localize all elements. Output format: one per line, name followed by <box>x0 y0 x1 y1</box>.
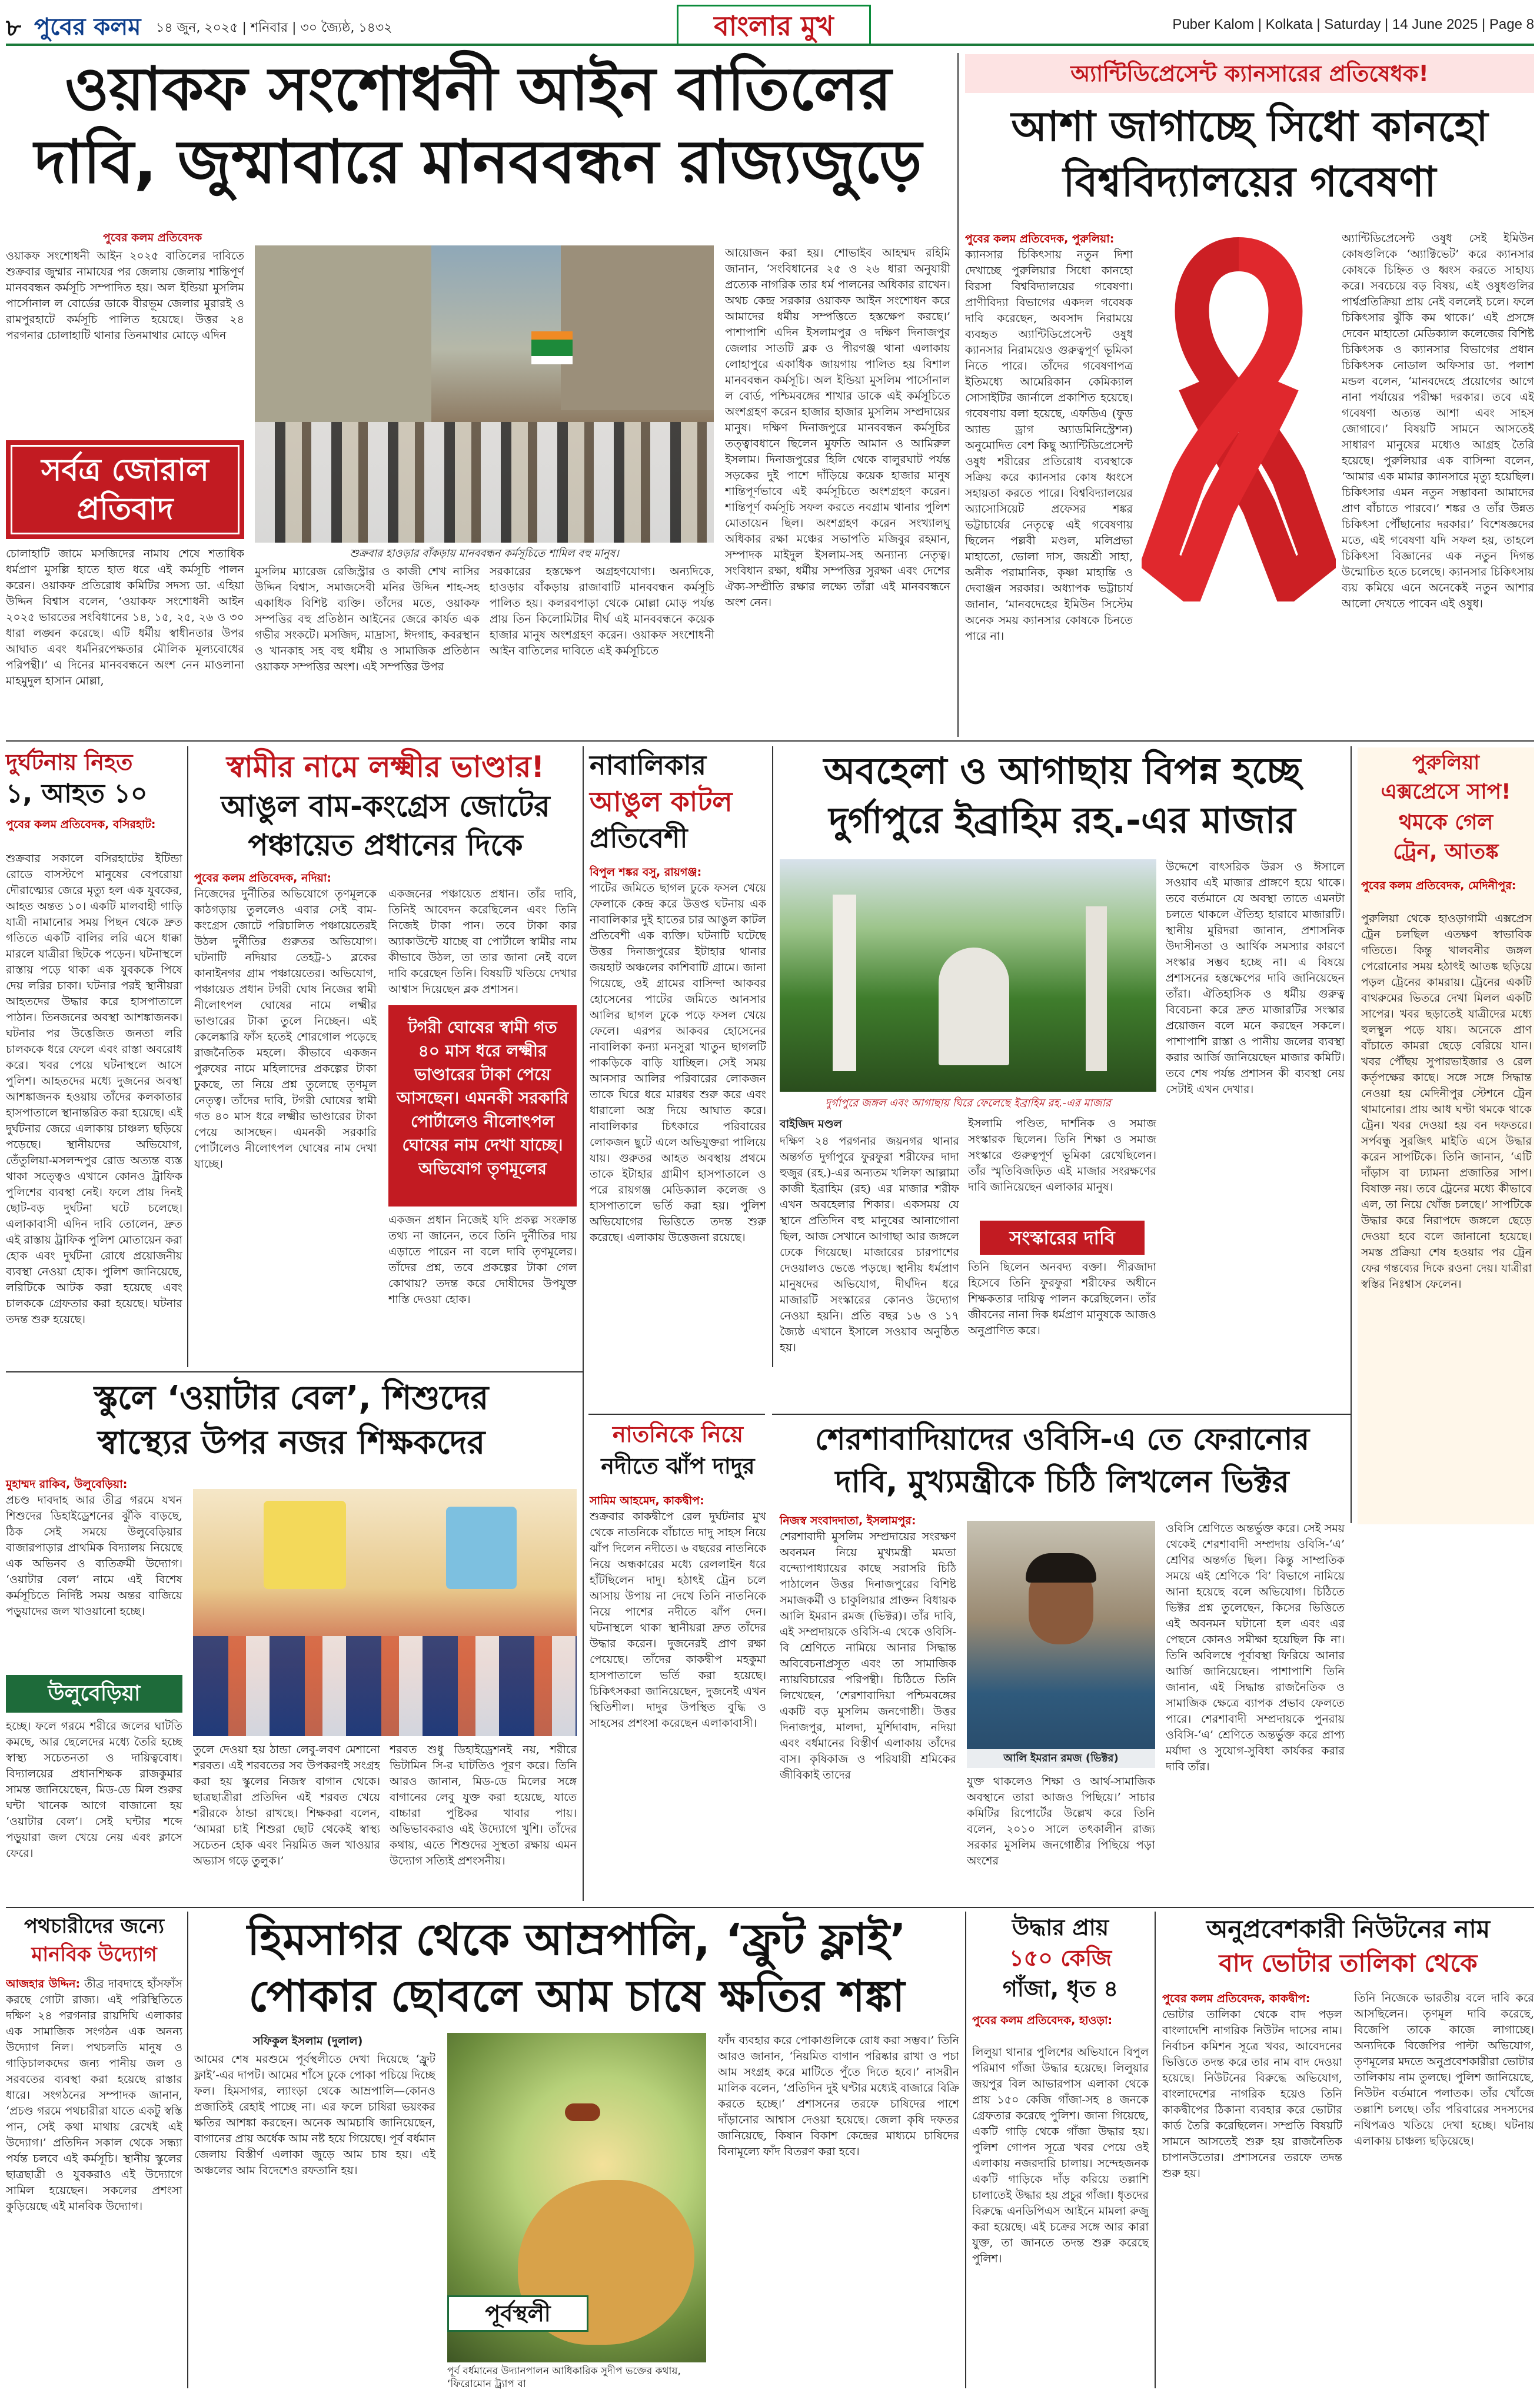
obc-col2-below: যুক্ত থাকলেও শিক্ষা ও আর্থ-সামাজিক অবস্থানে তারা আজও পিছিয়ে।’ সাচার কমিটির রিপোর্টের উল্লেখ করে তিনি বলেন, ২০১০ সালে তৎকালীন রাজ্য সরকার মুসলিম জনগোষ্ঠীর পিছিয়ে পড়া অংশের <box>967 1775 1155 1867</box>
hilly-story <box>6 1913 182 2389</box>
flag-saffron <box>531 331 573 340</box>
divider <box>588 1414 765 1415</box>
waqf-col4: আয়োজন করা হয়। শোভাইব আহম্মদ রহিমি জানান, ‘সংবিধানের ২৫ ও ২৬ ধারা অনুযায়ী প্রত্যেক নাগরিক তার ধর্ম পালনের অধিকার রাখেন। অথচ কেন্দ্র সরকার ওয়াকফ আইন সংশোধন করে আমাদের ধর্মীয় সম্পত্তিতে হস্তক্ষেপ করছে।’ পাশাপাশি এদিন ইসলামপুর ও দক্ষিণ দিনাজপুর জেলার সাতটি ব্লক ও পীরগঞ্জ থানা এলাকায় লোহাপুরে একাধিক জায়গায় পালিত হয় বিশাল মানববন্ধন কর্মসূচি। অল ইন্ডিয়া মুসলিম পার্সোনাল ল বোর্ড, পশ্চিমবঙ্গের শাখার ডাকে এই কর্মসূচিতে অংশগ্রহণ করেন হাজার হাজার মুসলিম সম্প্রদায়ের মানুষ। দক্ষিণ দিনাজপুরে মানববন্ধন কর্মসূচির তত্ত্বাবধানে ছিলেন মুফতি আমান ও আমিরুল ইসলাম। দিনাজপুরের হিলি থেকে বালুরঘাট পর্যন্ত সড়কের দুই পাশে দাঁড়িয়ে কয়েক হাজার মানুষ শান্তিপূর্ণভাবে এই কর্মসূচিতে অংশগ্রহণ করেন। শান্তিপূর্ণ কর্মসূচি সফল করতে নবগ্রাম থানার পুলিশ মোতায়েন ছিল। অংশগ্রহণ করেন সংখ্যালঘু অধিকার রক্ষা মঞ্চের সভাপতি মজিবুর রহমান, সম্পাদক মাইদুল ইসলাম-সহ অন্যান্য নেতৃত্ব। সংবিধান রক্ষা, ধর্মীয় সম্পত্তির সুরক্ষা এবং দেশের ঐক্য-সম্প্রীতি রক্ষার লক্ষ্যে তাঁরা এই মানববন্ধনে অংশ নেন। <box>725 247 950 609</box>
lakshmi-byline: পুবের কলম প্রতিবেদক, নদিয়া: <box>194 872 332 885</box>
hilly-byline: আজহার উদ্দিন: <box>6 1977 81 1990</box>
waqf-story <box>6 54 950 737</box>
divider <box>1155 1912 1156 2388</box>
mazar-badge <box>980 1221 1145 1255</box>
building-shape-2 <box>561 245 714 410</box>
ganja-headline-1: উদ্ধার প্রায় <box>1012 1915 1109 1940</box>
obc-col3: ওবিসি শ্রেণিতে অন্তর্ভুক্ত করে। সেই সময় থেকেই শেরশাবাদী সম্প্রদায় ওবিসি-‘এ’ শ্রেণির অন্তর্গত ছিল। কিন্তু সাম্প্রতিক সময়ে এই শ্রেণিকে ‘বি’ বিভাগে নামিয়ে আনা হয়েছে বলে অভিযোগ। চিঠিতে ভিক্টর প্রশ্ন তুলেছেন, কিসের ভিত্তিতে এই অবনমন ঘটানো হল এবং এর পেছনে কোনও সমীক্ষা হয়েছিল কি না। তিনি অবিলম্বে পূর্বাবস্থা ফিরিয়ে আনার আর্জি জানিয়েছেন। পাশাপাশি তিনি জানান, এই সিদ্ধান্ত রাজনৈতিক ও সামাজিক ক্ষেত্রে ব্যাপক প্রভাব ফেলতে পারে। শেরশাবাদী সম্প্রদায়কে পুনরায় ওবিসি-‘এ’ শ্রেণিতে অন্তর্ভুক্ত করে প্রাপ্য মর্যাদা ও সুযোগ-সুবিধা কার্যকর করার দাবি তাঁর। <box>1166 1522 1345 1773</box>
hilly-headline-2: মানবিক উদ্যোগ <box>31 1943 157 1966</box>
divider <box>772 746 773 1367</box>
accident-headline-1: দুর্ঘটনায় নিহত <box>6 749 133 775</box>
obc-story <box>780 1420 1345 1902</box>
snake-story <box>1358 747 1534 1524</box>
water-badge <box>6 1675 182 1713</box>
masthead-right-info: Puber Kalom | Kolkata | Saturday | 14 June 2025 | Page 8 <box>1172 16 1534 32</box>
waqf-col2-below: মুসলিম ম্যারেজ রেজিস্ট্রার ও কাজী শেখ নাসির উদ্দিন বিশ্বাস, সমাজসেবী মনির উদ্দিন শাহ-সহ একাধিক বিশিষ্ট ব্যক্তি। তাঁদের মতে, ওয়াকফ সম্পত্তির বহু প্রতিষ্ঠান আইনের জেরে কার্যত এক গভীর সংকটে। মসজিদ, মাদ্রাসা, ঈদগাহ, কবরস্থান ও খানকাহ সহ বহু ধর্মীয় ও সামাজিক প্রতিষ্ঠান ওয়াকফ সম্পত্তির অংশ। এই সম্পত্তির উপর <box>255 565 480 673</box>
divider <box>187 1912 188 2388</box>
waqf-photo <box>255 245 714 543</box>
flag-green <box>531 340 573 356</box>
water-badge-text: উলুবেড়িয়া <box>48 1681 141 1706</box>
accident-byline: পুবের কলম প্রতিবেদক, বসিরহাট: <box>6 818 156 831</box>
divider <box>187 746 188 1367</box>
hilly-headline-1: পথচারীদের জন্যে <box>24 1915 165 1938</box>
mango-badge-text: পূর্বস্থলী <box>485 2301 551 2326</box>
newton-col1: ভোটার তালিকা থেকে বাদ পড়ল বাংলাদেশি নাগরিক নিউটন দাসের নাম। নির্বাচন কমিশন সূত্রে খবর, আবেদনের ভিত্তিতে তদন্ত করে তার নাম বাদ দেওয়া হয়েছে। নিউটনের বিরুদ্ধে অভিযোগ, বাংলাদেশের নাগরিক হয়েও তিনি কাকদ্বীপের ঠিকানা ব্যবহার করে ভোটার কার্ড তৈরি করেছিলেন। সম্প্রতি বিষয়টি সামনে আসতেই শুরু হয় রাজনৈতিক চাপানউতোর। প্রশাসনের তরফে তদন্ত শুরু হয়। <box>1162 2008 1342 2180</box>
obc-portrait <box>967 1521 1155 1768</box>
minor-headline-2: আঙুল কাটল <box>590 786 733 817</box>
waqf-headline-2: দাবি, জুম্মাবারে মানববন্ধন রাজ্যজুড়ে <box>34 127 922 197</box>
waqf-badge-text: সর্বত্র জোরাল প্রতিবাদ <box>41 453 209 527</box>
paper-logo: পুবের কলম <box>34 14 141 41</box>
portrait-hair-shape <box>1026 1553 1096 1583</box>
lakshmi-headline-3: পঞ্চায়েত প্রধানের দিকে <box>248 828 523 862</box>
lakshmi-headline-2: আঙুল বাম-কংগ্রেস জোটের <box>221 789 550 823</box>
snake-byline: পুবের কলম প্রতিবেদক, মেদিনীপুর: <box>1361 879 1516 892</box>
mazar-story <box>780 747 1345 1412</box>
water-col1-rest: হচ্ছে। ফলে গরমে শরীরে জলের ঘাটতি কমছে, আর ছেলেদের মধ্যে তৈরি হচ্ছে স্বাস্থ্য সচেতনতা ও দায়িত্ববোধ। বিদ্যালয়ের প্রধানশিক্ষক রাজকুমার সামন্ত জানিয়েছেন, মিড-ডে মিল শুরুর ঘন্টা খানেক আগে বাজানো হয় ‘ওয়াটার বেল’। সেই ঘন্টার শব্দে পড়ুয়ারা জল খেয়ে নেয় এবং ক্লাসে ফেরে। <box>6 1720 182 1860</box>
ganja-headline-2: ১৫০ কেজি <box>1009 1945 1112 1971</box>
lakshmi-story <box>194 747 577 1365</box>
minor-headline-3: প্রতিবেশী <box>590 822 688 854</box>
fruit-fly-shape <box>565 2103 600 2121</box>
lakshmi-quote: টগরী ঘোষের স্বামী গত ৪০ মাস ধরে লক্ষ্মীর ভাণ্ডারের টাকা পেয়ে আসছেন। এমনকী সরকারি পোর্টালেও নীলোৎপল ঘোষের নাম দেখা যাচ্ছে। অভিযোগ তৃণমূলের <box>397 1018 568 1178</box>
mango-byline: সফিকুল ইসলাম (দুলাল) <box>253 2035 363 2048</box>
mazar-col3: উদ্দেশে বাৎসরিক উরস ও ঈসালে সওয়াব এই মাজার প্রাঙ্গণে হয়ে থাকে। তবে বর্তমানে যে অবস্থা তাতে এমনটা চলতে থাকলে ঐতিহ্য হারাবে মাজারটি। স্থানীয় মুরিদরা জানান, প্রশাসনিক উদাসীনতা ও আর্থিক সমস্যার কারণে সংস্কার সম্ভব হচ্ছে না। এ বিষয়ে প্রশাসনের হস্তক্ষেপের দাবি জানিয়েছেন তাঁরা। ঐতিহাসিক ও ধর্মীয় গুরুত্ব বিবেচনা করে দ্রুত মাজারটির সংস্কার প্রয়োজন বলে মনে করছেন সকলে। পাশাপাশি রাস্তা ও পানীয় জলের ব্যবস্থা করার আর্জি জানিয়েছেন মাজার কমিটি। তবে শেষ পর্যন্ত প্রশাসন কী ব্যবস্থা নেয় সেটাই এখন দেখার। <box>1166 860 1345 1096</box>
lakshmi-col2: একজনের পঞ্চায়েত প্রধান। তাঁর দাবি, তিনিই আবেদন করেছিলেন এবং তিনি নিজেই টাকা পান। তবে টাকা কার অ্যাকাউন্টে যাচ্ছে বা পোর্টালে স্বামীর নাম কীভাবে উঠল, তা তার জানা নেই বলে দাবি করেছেন তিনি। বিষয়টি খতিয়ে দেখার আশ্বাস দিয়েছেন ব্লক প্রশাসন। <box>388 888 577 996</box>
divider <box>957 53 959 737</box>
ganja-headline-3: গাঁজা, ধৃত ৪ <box>1002 1976 1119 2002</box>
waqf-intro: ওয়াকফ সংশোধনী আইন ২০২৫ বাতিলের দাবিতে শুক্রবার জুম্মার নামাযের পর জেলায় জেলায় শান্তিপূর্ণ মানববন্ধন কর্মসূচি সম্পাদিত হয়। অল ইন্ডিয়া মুসলিম পার্সোনাল ল বোর্ডের ডাকে বীরভূম জেলার মুরারই ও রামপুরহাটে কর্মসূচি পালিত হয়েছে। উত্তর ২৪ পরগনার চোলাহাটি থানার তিনমাথার মোড়ে এদিন <box>6 250 244 342</box>
lakshmi-col2-rest: একজন প্রধান নিজেই যদি প্রকল্প সংক্রান্ত তথ্য না জানেন, তবে তিনি দুর্নীতির দায় এড়াতে পারেন না বলে দাবি তৃণমূলের। তাঁদের প্রশ্ন, তবে প্রকল্পের টাকা গেল কোথায়? তদন্ত করে দোষীদের উপযুক্ত শাস্তি দেওয়া হোক। <box>388 1214 577 1306</box>
mazar-badge-text: সংস্কারের দাবি <box>1009 1227 1115 1249</box>
minaret-shape <box>833 895 856 1071</box>
building-shape <box>255 245 431 422</box>
snake-headline-1: এক্সপ্রেসে সাপ! <box>1381 780 1511 804</box>
cancer-byline: পুবের কলম প্রতিবেদক, পুরুলিয়া: <box>965 232 1115 245</box>
obc-col1: শেরশাবাদী মুসলিম সম্প্রদায়ের সংরক্ষণ অবনমন নিয়ে মুখ্যমন্ত্রী মমতা বন্দ্যোপাধ্যায়ের কাছে সরাসরি চিঠি পাঠালেন উত্তর দিনাজপুরের বিশিষ্ট সমাজকর্মী ও চাকুলিয়ার প্রাক্তন বিধায়ক আলি ইমরান রমজ (ভিক্টর)। তাঁর দাবি, এই সম্প্রদায়কে ওবিসি-এ থেকে ওবিসি-বি শ্রেণিতে নামিয়ে আনার সিদ্ধান্ত অবিবেচনাপ্রসূত এবং তা সামাজিক ন্যায়বিচারের পরিপন্থী। চিঠিতে তিনি লিখেছেন, ‘শেরশাবাদিয়া পশ্চিমবঙ্গের একটি বড় মুসলিম জনগোষ্ঠী। উত্তর দিনাজপুর, মালদা, মুর্শিদাবাদ, নদিয়া এবং বর্ধমানের বিস্তীর্ণ এলাকায় তাঁদের বাস। কৃষিকাজ ও পরিযায়ী শ্রমিকের জীবিকাই তাদের <box>780 1530 956 1782</box>
page-number: ৮ <box>6 15 21 42</box>
mango-col3: ফাঁদ ব্যবহার করে পোকাগুলিকে রোধ করা সম্ভব।’ তিনি আরও জানান, ‘নিয়মিত বাগান পরিষ্কার রাখা ও পচা আম সংগ্রহ করে মাটিতে পুঁতে দিতে হবে।’ নাসরীন মালিক বলেন, ‘প্রতিদিন দুই ঘণ্টার মধ্যেই বাজারে বিক্রি করতে হচ্ছে।’ প্রশাসনের তরফে চাষিদের পাশে দাঁড়ানোর আশ্বাস দেওয়া হয়েছে। জেলা কৃষি দফতর জানিয়েছে, কিষান বিকাশ কেন্দ্রের মাধ্যমে চাষিদের বিনামূল্যে ফাঁদ বিতরণ করা হবে। <box>718 2034 959 2158</box>
classroom-wall-art <box>264 1501 346 1589</box>
cancer-col2: অ্যান্টিডিপ্রেসেন্ট ওষুধ সেই ইমিউন কোষগুলিকে ‘অ্যাক্টিভেট’ করে ক্যানসার কোষকে চিহ্নিত ও ধ্বংস করতে সাহায্য করে। সবচেয়ে বড় বিষয়, এই ওষুধগুলির পার্শ্বপ্রতিক্রিয়া প্রায় নেই বললেই চলে। ফলে চিকিৎসার ঝুঁকি কম থাকে।’ এই প্রসঙ্গে দেবেন মাহাতো মেডিক্যাল কলেজের বিশিষ্ট চিকিৎসক ও ক্যানসার বিভাগের প্রধান চিকিৎসক নোডাল অফিসার ডা. পলাশ মন্ডল বলেন, ‘মানবদেহে প্রয়োগের আগে নানা পর্যায়ের পরীক্ষা দরকার। তবে এই গবেষণা অত্যন্ত আশা এবং সাহস জোগাবে।’ বিষয়টি সামনে আসতেই সাধারণ মানুষের মধ্যেও আগ্রহ তৈরি হয়েছে। পুরুলিয়ার এক বাসিন্দা বলেন, ‘আমার এক মামার ক্যানসারে মৃত্যু হয়েছিল। চিকিৎসার এমন নতুন সম্ভাবনা আমাদের প্রাণ বাঁচাতে পারবে।’ শঙ্কর ও তাঁর উন্নত চিকিৎসা পৌঁছানোর দরকার।’ বিশেষজ্ঞদের মতে, এই গবেষণা যদি সফল হয়, তাহলে চিকিৎসা বিজ্ঞানের এক নতুন দিগন্ত উন্মোচিত হতে চলেছে। ক্যানসার চিকিৎসায় ব্যয় কমিয়ে এনে অনেকেই নতুন আশার আলো দেখতে পাবেন এই ওষুধ। <box>1342 232 1534 610</box>
accident-body: শুক্রবার সকালে বসিরহাটের ইটিন্ডা রোডে বাসস্টপে মানুষের বেপরোয়া দৌরাত্ম্যের জেরে মৃত্যু হল এক যুবকের, আহত অন্তত ১০। একটি মালবাহী গাড়ি যাত্রী নামানোর সময় পিছন থেকে দ্রুত গতিতে একটি বালির লরি এসে ধাক্কা মারলে যাত্রীরা ছিটকে পড়েন। ঘটনাস্থলে রাস্তায় পড়ে থাকা এক যুবককে পিষে দেয় লরির চাকা। ঘটনার পরই স্থানীয়রা আহতদের উদ্ধার করে হাসপাতালে পাঠান। তিনজনের অবস্থা আশঙ্কাজনক। ঘটনার পর উত্তেজিত জনতা লরি চালককে ধরে ফেলে এবং রাস্তা অবরোধ করে। খবর পেয়ে ঘটনাস্থলে আসে পুলিশ। আহতদের মধ্যে দুজনের অবস্থা আশঙ্কাজনক হওয়ায় তাঁদের কলকাতার হাসপাতালে স্থানান্তরিত করা হয়েছে। এই দুর্ঘটনার জেরে এলাকায় চাঞ্চল্য ছড়িয়ে পড়েছে। স্থানীয়দের অভিযোগ, তেঁতুলিয়া-মসলন্দপুর রোড অত্যন্ত ব্যস্ত থাকা সত্ত্বেও এখানে কোনও ট্রাফিক পুলিশের ব্যবস্থা নেই। ফলে প্রায় দিনই ছোট-বড় দুর্ঘটনা ঘটে চলেছে। এলাকাবাসী এদিন দাবি তোলেন, দ্রুত এই রাস্তায় ট্রাফিক পুলিশ মোতায়েন করা হোক এবং দুর্ঘটনা রোধে প্রয়োজনীয় ব্যবস্থা নেওয়া হোক। পুলিশ জানিয়েছে, লরিটিকে আটক করা হয়েছে এবং চালককে গ্রেফতার করা হয়েছে। ঘটনার তদন্ত শুরু হয়েছে। <box>6 852 182 1326</box>
masthead-date: ১৪ জুন, ২০২৫ | শনিবার | ৩০ জ্যৈষ্ঠ, ১৪৩২ <box>156 21 393 35</box>
obc-byline: নিজস্ব সংবাদদাতা, ইসলামপুর: <box>780 1514 916 1527</box>
awareness-ribbon-image <box>1142 231 1336 601</box>
classroom-wall-art-2 <box>446 1507 517 1589</box>
grandpa-headline-1: নাতনিকে নিয়ে <box>612 1421 744 1447</box>
newton-col2: তিনি নিজেকে ভারতীয় বলে দাবি করে আসছিলেন। তৃণমূল দাবি করেছে, বিজেপি তাকে কাজে লাগাচ্ছে। অন্যদিকে বিজেপির পাল্টা অভিযোগ, তৃণমূলের মদতে অনুপ্রবেশকারীরা ভোটার তালিকায় নাম তুলছে। পুলিশ জানিয়েছে, নিউটন বর্তমানে পলাতক। তাঁর খোঁজে তল্লাশি চলছে। তাঁর পরিবারের সদস্যদের নথিপত্রও খতিয়ে দেখা হচ্ছে। ঘটনায় এলাকায় চাঞ্চল্য ছড়িয়েছে। <box>1354 1992 1534 2148</box>
mango-col1: আমের শেষ মরশুমে পূর্বস্থলীতে দেখা দিয়েছে ‘ফ্রুট ফ্লাই’-এর দাপট। আমের শাঁসে ঢুকে পোকা পচিয়ে দিচ্ছে ফল। হিমসাগর, ল্যাংড়া থেকে আম্রপালি—কোনও প্রজাতিই রেহাই পাচ্ছে না। এর ফলে চাষিরা ভয়ংকর ক্ষতির আশঙ্কা করছেন। অনেক আমচাষি জানিয়েছেন, বাগানের প্রায় অর্ধেক আম নষ্ট হয়ে গিয়েছে। পূর্ব বর্ধমান জেলায় বিস্তীর্ণ এলাকা জুড়ে আম চাষ হয়। এই অঞ্চলের আম বিদেশেও রফতানি হয়। <box>194 2053 435 2177</box>
water-story <box>6 1377 577 1895</box>
cancer-kicker: অ্যান্টিডিপ্রেসেন্ট ক্যানসারের প্রতিষেধক! <box>1070 61 1429 87</box>
mazar-headline-1: অবহেলা ও আগাছায় বিপন্ন হচ্ছে <box>823 749 1301 792</box>
section-title: বাংলার মুখ <box>677 5 871 44</box>
obc-photo-caption: আলি ইমরান রমজ (ভিক্টর) <box>1003 1752 1119 1764</box>
water-headline-1: স্কুলে ‘ওয়াটার বেল’, শিশুদের <box>94 1379 489 1417</box>
newton-story <box>1162 1913 1534 2389</box>
cancer-col1: ক্যানসার চিকিৎসায় নতুন দিশা দেখাচ্ছে পুরুলিয়ার সিধো কানহো বিরসা বিশ্ববিদ্যালয়ের গবেষণা। প্রাণীবিদ্যা বিভাগের একদল গবেষক দাবি করেছেন, অবসাদ নিরাময়ে ব্যবহৃত অ্যান্টিডিপ্রেসেন্ট ওষুধ ক্যানসার নিরাময়েও গুরুত্বপূর্ণ ভূমিকা নিতে পারে। তাঁদের গবেষণাপত্র ইতিমধ্যে আমেরিকান কেমিক্যাল সোসাইটির জার্নালে প্রকাশিত হয়েছে। গবেষণায় বলা হয়েছে, এফডিএ (ফুড অ্যান্ড ড্রাগ অ্যাডমিনিস্ট্রেশন) অনুমোদিত বেশ কিছু অ্যান্টিডিপ্রেসেন্ট ওষুধ শরীরের প্রতিরোধ ব্যবস্থাকে সক্রিয় করে ক্যানসার কোষ ধ্বংসে সহায়তা করতে পারে। বিশ্ববিদ্যালয়ের অ্যাসোসিয়েট প্রফেসর শঙ্কর ভট্টাচার্যের নেতৃত্বে এই গবেষণায় ছিলেন পল্লবী মণ্ডল, মলিপ্রভা মাহাতো, ভোলা দাস, জয়শ্রী সাহা, অনীক পরামানিক, কৃষ্ণা মাহান্তি ও দেবাঞ্জন সরকার। অধ্যাপক ভট্টাচার্য জানান, ‘মানবদেহের ইমিউন সিস্টেম অনেক সময় ক্যানসার কোষকে চিনতে পারে না। <box>965 248 1133 643</box>
waqf-photo-caption: শুক্রবার হাওড়ার বাঁকড়ায় মানববন্ধন কর্মসূচিতে শামিল বহু মানুষ। <box>350 547 619 560</box>
snake-body: পুরুলিয়া থেকে হাওড়াগামী এক্সপ্রেস ট্রেন চলছিল এতক্ষণ স্বাভাবিক গতিতে। কিন্তু খালবনীর জঙ্গল পেরোনোর সময় হঠাৎই আতঙ্ক ছড়িয়ে পড়ল ট্রেনের কামরায়। ট্রেনের একটি বাথরুমের ভিতরে দেখা মিলল একটি সাপের। খবর ছড়াতেই যাত্রীদের মধ্যে হুলস্থুল পড়ে যায়। অনেকে প্রাণ বাঁচাতে কামরা ছেড়ে বেরিয়ে যান। খবর পৌঁছয় সুপারভাইজার ও রেল কর্তৃপক্ষের কাছে। সঙ্গে সঙ্গে সিদ্ধান্ত নেওয়া হয় মেদিনীপুর স্টেশনে ট্রেন থামানোর। প্রায় আধ ঘণ্টা থমকে থাকে ট্রেন। খবর দেওয়া হয় বন দফতরে। সর্পবন্ধু সুরজিৎ মাইতি এসে উদ্ধার করেন সাপটিকে। তিনি জানান, ‘এটি দাঁড়াস বা ঢ্যামনা প্রজাতির সাপ। বিষাক্ত নয়। তবে ট্রেনের মধ্যে কীভাবে এল, তা নিয়ে খোঁজ চলছে।’ সাপটিকে উদ্ধার করে নিরাপদে জঙ্গলে ছেড়ে দেওয়া হবে বলে জানানো হয়েছে। সমস্ত প্রক্রিয়া শেষ হওয়ার পর ট্রেন ফের গন্তব্যের দিকে রওনা দেয়। যাত্রীরা স্বস্তির নিঃশ্বাস ফেলেন। <box>1361 912 1532 1291</box>
mango-headline-1: হিমসাগর থেকে আম্রপালি, ‘ফ্রুট ফ্লাই’ <box>247 1915 906 1965</box>
mazar-photo <box>780 859 1156 1092</box>
divider <box>6 740 1534 742</box>
ganja-body: লিলুয়া থানার পুলিশের অভিযানে বিপুল পরিমাণ গাঁজা উদ্ধার হয়েছে। লিলুয়ার জয়পুর বিল আভারপাস এলাকা থেকে প্রায় ১৫০ কেজি গাঁজা-সহ ৪ জনকে গ্রেফতার করেছে পুলিশ। জানা গিয়েছে, একটি গাড়ি থেকে গাঁজা উদ্ধার হয়। পুলিশ গোপন সূত্রে খবর পেয়ে ওই এলাকায় নজরদারি চালায়। সন্দেহজনক একটি গাড়িকে দাঁড় করিয়ে তল্লাশি চালাতেই উদ্ধার হয় প্রচুর গাঁজা। ধৃতদের বিরুদ্ধে এনডিপিএস আইনে মামলা রুজু করা হয়েছে। এই চক্রের সঙ্গে আর কারা যুক্ত, তা জানতে তদন্ত শুরু করেছে পুলিশ। <box>972 2046 1149 2265</box>
grandpa-byline: সামিম আহমেদ, কাকদ্বীপ: <box>590 1494 704 1507</box>
ganja-byline: পুবের কলম প্রতিবেদক, হাওড়া: <box>972 2014 1113 2027</box>
mazar-headline-2: দুর্গাপুরে ইব্রাহিম রহ.-এর মাজার <box>829 799 1296 842</box>
newton-byline: পুবের কলম প্রতিবেদক, কাকদ্বীপ: <box>1162 1992 1311 2005</box>
lakshmi-col1: নিজেদের দুর্নীতির অভিযোগে তৃণমূলকে কাঠগড়ায় তুললেও এবার সেই বাম-কংগ্রেস জোটে পরিচালিত পঞ্চায়েতেরই উঠল দুর্নীতির গুরুতর অভিযোগ। ঘটনাটি নদিয়ার তেহট্ট-১ ব্লকের কানাইনগর গ্রাম পঞ্চায়েতের। অভিযোগ, পঞ্চায়েত প্রধান টগরী ঘোষ নিজের স্বামী নীলোৎপল ঘোষের নামে লক্ষ্মীর ভাণ্ডারের টাকা তুলে নিচ্ছেন। এই কেলেঙ্কারি ফাঁস হতেই শোরগোল পড়েছে রাজনৈতিক মহলে। কীভাবে একজন পুরুষের নামে মহিলাদের প্রকল্পের টাকা ঢুকছে, তা নিয়ে প্রশ্ন তুলেছে তৃণমূল নেতৃত্ব। তাঁদের দাবি, টগরী ঘোষের স্বামী গত ৪০ মাস ধরে লক্ষ্মীর ভাণ্ডারের টাকা পেয়ে আসছেন। এমনকী সরকারি পোর্টালেও নীলোৎপল ঘোষের নাম দেখা যাচ্ছে। <box>194 888 377 1171</box>
ganja-story <box>972 1913 1149 2389</box>
mazar-byline: বাইজিদ মণ্ডল <box>780 1118 842 1131</box>
divider <box>772 1414 1351 1415</box>
water-col2: তুলে দেওয়া হয় ঠান্ডা লেবু-লবণ মেশানো শরবত। এই শরবতের সব উপকরণই সংগ্রহ করা হয় স্কুলের নিজস্ব বাগান থেকে। ছাত্রছাত্রীরা প্রতিদিন এই শরবত খেয়ে শরীরকে ঠান্ডা রাখছে। শিক্ষকরা বলেন, ‘আমরা চাই শিশুরা ছোট থেকেই স্বাস্থ্য সচেতন হোক এবং নিয়মিত জল খাওয়ার অভ্যাস গড়ে তুলুক।’ <box>193 1743 380 1867</box>
divider <box>1351 746 1352 1523</box>
lakshmi-headline-1: স্বামীর নামে লক্ষ্মীর ভাণ্ডার! <box>226 750 545 784</box>
minaret-shape-2 <box>1086 906 1107 1071</box>
cancer-headline-2: বিশ্ববিদ্যালয়ের গবেষণা <box>1063 158 1436 206</box>
cancer-kicker-bar <box>965 54 1534 93</box>
flag-white <box>531 356 573 364</box>
mazar-col2-rest: তিনি ছিলেন অনবদ্য বক্তা। পীরজাদা হিসেবে তিনি ফুরফুরা শরীফের অধীনে শিক্ষকতার দায়িত্ব পালন করেছিলেন। তাঁর জীবনের নানা দিক ধর্মপ্রাণ মানুষকে আজও অনুপ্রাণিত করে। <box>968 1261 1156 1337</box>
children-shape <box>193 1636 577 1736</box>
mango-photo-caption: পূর্ব বর্ধমানের উদ্যানপালন আধিকারিক সুদীপ ভক্তের কথায়, ‘ফিরোমোন ট্র্যাপ বা <box>447 2365 681 2390</box>
water-col1: প্রচণ্ড দাবদাহ আর তীব্র গরমে যখন শিশুদের ডিহাইড্রেশনের ঝুঁকি বাড়ছে, ঠিক সেই সময়ে উলুবেড়িয়ার বাজারপাড়ার প্রাথমিক বিদ্যালয় নিয়েছে এক অভিনব ও ব্যতিক্রমী উদ্যোগ। ‘ওয়াটার বেল’ নামে এই বিশেষ কর্মসূচিতে নির্দিষ্ট সময় অন্তর বাজিয়ে পড়ুয়াদের জল খাওয়ানো হচ্ছে। <box>6 1494 182 1618</box>
mazar-photo-caption: দুর্গাপুরে জঙ্গল এবং আগাছায় ঘিরে ফেলেছে ইব্রাহিম রহ.-এর মাজার <box>825 1097 1111 1109</box>
hilly-body-wrap <box>6 1976 182 2388</box>
minor-body: পাটের জমিতে ছাগল ঢুকে ফসল খেয়ে ফেলাকে কেন্দ্র করে উত্তপ্ত ঘটনায় এক নাবালিকার দুই হাতের চার আঙুল কাটল প্রতিবেশী এক ব্যক্তি। ঘটনাটি ঘটেছে উত্তর দিনাজপুরের ইটাহার থানার জয়হাট অঞ্চলের কাশিবাটি গ্রামে। জানা গিয়েছে, ওই গ্রামের বাসিন্দা আকবর হোসেনের পাটের জমিতে আনসার আলির ছাগল ঢুকে পড়ে ফসল খেয়ে ফেলে। এরপর আকবর হোসেনের নাবালিকা কন্যা মনসুরা খাতুন ছাগলটি পাকড়িকে বাড়ি যাচ্ছিল। সেই সময় আনসার আলির পরিবারের লোকজন তাকে ঘিরে ধরে মারধর শুরু করে এবং ধারালো অস্ত্র দিয়ে আঘাত করে। নাবালিকার চিৎকারে পরিবারের লোকজন ছুটে এলে অভিযুক্তরা পালিয়ে যায়। গুরুতর আহত অবস্থায় প্রথমে তাকে ইটাহার গ্রামীণ হাসপাতালে ও পরে রায়গঞ্জ মেডিক্যাল কলেজ ও হাসপাতালে ভর্তি করা হয়। পুলিশ অভিযোগের ভিত্তিতে তদন্ত শুরু করেছে। এলাকায় উত্তেজনা রয়েছে। <box>590 882 766 1244</box>
divider <box>6 1371 583 1372</box>
crowd-shape <box>255 422 714 543</box>
grandpa-story <box>590 1420 766 1902</box>
waqf-col1-rest: চোলাহাটি জামে মসজিদের নামায শেষে শতাধিক ধর্মপ্রাণ মুসল্লি হাতে হাত ধরে এই কর্মসূচি পালন করেন। ওয়াকফ প্রতিরোধ কমিটির সদস্য ডা. এহিয়া উদ্দিন বিশ্বাস বলেন, ‘ওয়াকফ সংশোধনী আইন ২০২৫ ভারতের সংবিধানের ১৪, ১৫, ২৫, ২৬ ও ৩০ ধারা লঙ্ঘন করেছে। এটি ধর্মীয় স্বাধীনতার উপর আঘাত এবং ধর্মনিরপেক্ষতার মৌলিক মূল্যবোধের পরিপন্থী।’ এ দিনের মানববন্ধনে অংশ নেন মাওলানা মাহমুদুল হাসান মোল্লা, <box>6 547 244 687</box>
masthead <box>6 5 1534 46</box>
waqf-badge <box>6 440 244 539</box>
mazar-dome-shape <box>939 948 1009 1065</box>
waqf-headline-1: ওয়াকফ সংশোধনী আইন বাতিলের <box>65 54 892 124</box>
accident-headline-2: ১, আহত ১০ <box>6 779 148 809</box>
mango-story <box>194 1913 959 2389</box>
divider <box>965 1912 966 2388</box>
cancer-headline-1: আশা জাগাচ্ছে সিধো কানহো <box>1011 102 1488 151</box>
waqf-byline: পুবের কলম প্রতিবেদক <box>103 231 202 244</box>
water-byline: মুহাম্মদ রাকিব, উলুবেড়িয়া: <box>6 1478 128 1491</box>
snake-headline-2: থমকে গেল <box>1398 810 1494 835</box>
grandpa-body: শুক্রবার কাকদ্বীপে রেল দুর্ঘটনার মুখ থেকে নাতনিকে বাঁচাতে দাদু সাহস নিয়ে ঝাঁপ দিলেন নদীতে। ৬ বছরের নাতনিকে নিয়ে অন্ধকারের মধ্যে রেললাইন ধরে হাঁটছিলেন দাদু। হঠাৎই ট্রেন চলে আসায় উপায় না দেখে তিনি নাতনিকে নিয়ে পাশের নদীতে ঝাঁপ দেন। ঘটনাস্থলে থাকা স্থানীয়রা দ্রুত তাঁদের উদ্ধার করেন। দুজনেরই প্রাণ রক্ষা পেয়েছে। তাঁদের কাকদ্বীপ মহকুমা হাসপাতালে ভর্তি করা হয়েছে। চিকিৎসকরা জানিয়েছেন, দুজনেই এখন স্থিতিশীল। দাদুর উপস্থিত বুদ্ধি ও সাহসের প্রশংসা করেছেন এলাকাবাসী। <box>590 1510 766 1730</box>
newton-headline-2: বাদ ভোটার তালিকা থেকে <box>1219 1949 1478 1977</box>
obc-headline-1: শেরশাবাদিয়াদের ওবিসি-এ তে ফেরানোর <box>814 1422 1310 1457</box>
water-headline-2: স্বাস্থ্যের উপর নজর শিক্ষকদের <box>97 1424 485 1462</box>
water-col3: শরবত শুধু ডিহাইড্রেশনই নয়, শরীরে ভিটামিন সি-র ঘাটতিও পূরণ করে। তিনি আরও জানান, মিড-ডে মিলের সঙ্গে বাগানের লেবু যুক্ত করা হয়েছে, যাতে বাচ্চারা পুষ্টিকর খাবার পায়। অভিভাবকরাও এই উদ্যোগে খুশি। তাঁদের কথায়, এতে শিশুদের সুস্থতা রক্ষায় এমন উদ্যোগ সত্যিই প্রশংসনীয়। <box>390 1743 577 1867</box>
divider <box>583 1371 584 1901</box>
obc-photo-caption-box <box>967 1749 1155 1768</box>
mango-headline-2: পোকার ছোবলে আম চাষে ক্ষতির শঙ্কা <box>248 1971 905 2022</box>
obc-headline-2: দাবি, মুখ্যমন্ত্রীকে চিঠি লিখলেন ভিক্টর <box>835 1464 1289 1500</box>
cancer-story <box>965 54 1534 737</box>
mango-badge <box>447 2295 588 2332</box>
minor-headline-1: নাবালিকার <box>590 749 706 781</box>
grandpa-headline-2: নদীতে ঝাঁপ দাদুর <box>601 1453 755 1479</box>
minor-byline: বিপুল শঙ্কর বসু, রায়গঞ্জ: <box>590 866 702 879</box>
mazar-col2: ইসলামি পণ্ডিত, দার্শনিক ও সমাজ সংস্কারক ছিলেন। তিনি শিক্ষা ও সমাজ সংস্কারে গুরুত্বপূর্ণ ভূমিকা রেখেছিলেন। তাঁর স্মৃতিবিজড়িত এই মাজার সংরক্ষণের দাবি জানিয়েছেন এলাকার মানুষ। <box>968 1117 1156 1194</box>
snake-headline-3: ট্রেন, আতঙ্ক <box>1393 840 1499 864</box>
waqf-col3-below: সরকারের হস্তক্ষেপ অগ্রহণযোগ্য। অন্যদিকে, হাওড়ার বাঁকড়ায় রাজাবাটি মানববন্ধন কর্মসূচি পালিত হয়। কলরবপাড়া থেকে মোল্লা মোড় পর্যন্ত প্রায় তিন কিলোমিটার দীর্ঘ এই মানববন্ধনে কয়েক হাজার মানুষ অংশগ্রহণ করেন। ওয়াকফ সংশোধনী আইন বাতিলের দাবিতে এই কর্মসূচিতে <box>490 565 714 657</box>
minor-story <box>590 747 766 1412</box>
divider <box>6 1907 1534 1908</box>
lakshmi-quote-box <box>388 1005 577 1207</box>
newton-headline-1: অনুপ্রবেশকারী নিউটনের নাম <box>1206 1915 1491 1943</box>
snake-kicker: পুরুলিয়া <box>1412 751 1480 775</box>
hilly-body: তীব্র দাবদাহে হাঁসফাঁস করছে গোটা রাজ্য। এই পরিস্থিতিতে দক্ষিণ ২৪ পরগনার রায়দিঘি এলাকার এক সামাজিক সংগঠন এক অনন্য উদ্যোগ নিল। পথচলতি মানুষ ও গাড়িচালকদের জন্য পানীয় জল ও সরবতের ব্যবস্থা করা হয়েছে রাস্তার ধারে। সংগঠনের সম্পাদক জানান, ‘প্রচণ্ড গরমে পথচারীরা যাতে একটু স্বস্তি পান, সেই কথা মাথায় রেখেই এই উদ্যোগ।’ প্রতিদিন সকাল থেকে সন্ধ্যা পর্যন্ত চলবে এই কর্মসূচি। স্থানীয় স্কুলের ছাত্রছাত্রী ও যুবকরাও এই উদ্যোগে সামিল হয়েছেন। সকলের প্রশংসা কুড়িয়েছে এই মানবিক উদ্যোগ। <box>6 1977 182 2213</box>
mazar-col1: দক্ষিণ ২৪ পরগনার জয়নগর থানার অন্তর্গত দুর্গাপুরে ফুরফুরা শরীফের দাদা হুজুর (রহ.)-এর অন্যতম খলিফা আল্লামা কাজী ইব্রাহিম (রহ) এর মাজার শরীফ এখন অবহেলার শিকার। একসময় যে স্থানে প্রতিদিন বহু মানুষের আনাগোনা ছিল, আজ সেখানে আগাছা আর জঙ্গলে ঢেকে গিয়েছে। মাজারের চারপাশের দেওয়ালও ভেঙে পড়ছে। স্থানীয় ধর্মপ্রাণ মানুষদের অভিযোগ, দীর্ঘদিন ধরে মাজারটি সংস্কারের কোনও উদ্যোগ নেওয়া হয়নি। প্রতি বছর ১৬ ও ১৭ জ্যৈষ্ঠ এখানে ইসালে সওয়াব অনুষ্ঠিত হয়। <box>780 1135 959 1354</box>
water-photo <box>193 1489 577 1736</box>
